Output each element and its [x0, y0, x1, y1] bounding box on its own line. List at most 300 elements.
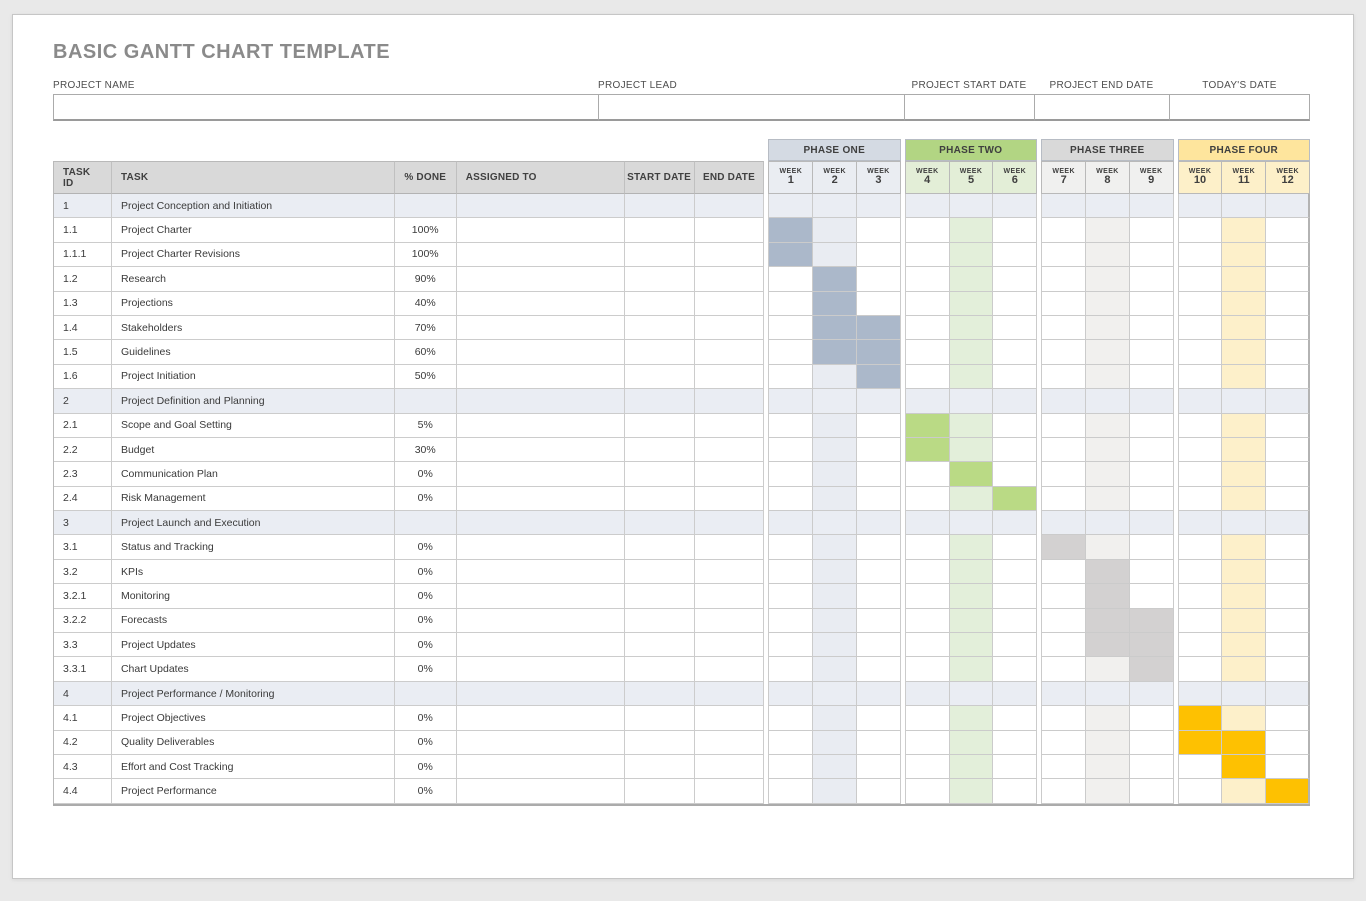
start-date-cell[interactable] [625, 731, 695, 755]
project-start-date-input[interactable] [904, 94, 1034, 121]
gantt-cell-week-7[interactable] [1041, 414, 1086, 438]
start-date-cell[interactable] [625, 755, 695, 779]
gantt-cell-week-12[interactable] [1266, 755, 1310, 779]
gantt-cell-week-2[interactable] [813, 657, 857, 681]
pct-done-cell[interactable]: 0% [395, 560, 457, 584]
gantt-cell-week-7[interactable] [1041, 389, 1086, 413]
pct-done-cell[interactable]: 0% [395, 609, 457, 633]
gantt-cell-week-5[interactable] [950, 365, 994, 389]
gantt-bar-week-9[interactable] [1130, 657, 1174, 681]
gantt-cell-week-5[interactable] [950, 218, 994, 242]
gantt-cell-week-10[interactable] [1178, 682, 1222, 706]
gantt-cell-week-12[interactable] [1266, 584, 1310, 608]
task-cell[interactable]: Monitoring [112, 584, 395, 608]
gantt-cell-week-5[interactable] [950, 292, 994, 316]
gantt-cell-week-11[interactable] [1222, 462, 1265, 486]
gantt-cell-week-1[interactable] [768, 292, 813, 316]
gantt-cell-week-9[interactable] [1130, 194, 1174, 218]
task-id-cell[interactable]: 2.4 [54, 487, 112, 511]
assigned-to-cell[interactable] [457, 438, 625, 462]
end-date-cell[interactable] [695, 438, 765, 462]
gantt-cell-week-8[interactable] [1086, 438, 1130, 462]
gantt-cell-week-12[interactable] [1266, 389, 1310, 413]
gantt-cell-week-7[interactable] [1041, 243, 1086, 267]
gantt-cell-week-1[interactable] [768, 755, 813, 779]
end-date-cell[interactable] [695, 731, 765, 755]
task-cell[interactable]: Communication Plan [112, 462, 395, 486]
gantt-cell-week-6[interactable] [993, 316, 1037, 340]
task-cell[interactable]: Project Charter [112, 218, 395, 242]
gantt-cell-week-8[interactable] [1086, 535, 1130, 559]
gantt-cell-week-2[interactable] [813, 535, 857, 559]
gantt-bar-week-4[interactable] [905, 414, 950, 438]
gantt-cell-week-8[interactable] [1086, 389, 1130, 413]
gantt-cell-week-7[interactable] [1041, 218, 1086, 242]
gantt-cell-week-3[interactable] [857, 560, 901, 584]
gantt-cell-week-6[interactable] [993, 535, 1037, 559]
gantt-cell-week-11[interactable] [1222, 438, 1265, 462]
task-id-cell[interactable]: 3.3 [54, 633, 112, 657]
gantt-bar-week-1[interactable] [768, 218, 813, 242]
gantt-cell-week-12[interactable] [1266, 487, 1310, 511]
gantt-cell-week-4[interactable] [905, 657, 950, 681]
assigned-to-cell[interactable] [457, 365, 625, 389]
pct-done-cell[interactable] [395, 389, 457, 413]
task-id-cell[interactable]: 1.1 [54, 218, 112, 242]
gantt-cell-week-12[interactable] [1266, 706, 1310, 730]
gantt-cell-week-1[interactable] [768, 657, 813, 681]
gantt-cell-week-6[interactable] [993, 292, 1037, 316]
gantt-cell-week-4[interactable] [905, 682, 950, 706]
task-cell[interactable]: Stakeholders [112, 316, 395, 340]
gantt-cell-week-10[interactable] [1178, 438, 1222, 462]
gantt-cell-week-8[interactable] [1086, 511, 1130, 535]
gantt-cell-week-10[interactable] [1178, 267, 1222, 291]
pct-done-cell[interactable]: 70% [395, 316, 457, 340]
gantt-cell-week-5[interactable] [950, 316, 994, 340]
gantt-cell-week-4[interactable] [905, 731, 950, 755]
start-date-cell[interactable] [625, 657, 695, 681]
gantt-cell-week-2[interactable] [813, 243, 857, 267]
gantt-cell-week-6[interactable] [993, 340, 1037, 364]
task-cell[interactable]: Quality Deliverables [112, 731, 395, 755]
gantt-cell-week-7[interactable] [1041, 438, 1086, 462]
gantt-cell-week-7[interactable] [1041, 292, 1086, 316]
gantt-cell-week-8[interactable] [1086, 487, 1130, 511]
gantt-bar-week-8[interactable] [1086, 560, 1130, 584]
gantt-cell-week-4[interactable] [905, 755, 950, 779]
gantt-cell-week-7[interactable] [1041, 340, 1086, 364]
task-id-cell[interactable]: 1.1.1 [54, 243, 112, 267]
pct-done-cell[interactable]: 30% [395, 438, 457, 462]
gantt-cell-week-1[interactable] [768, 487, 813, 511]
task-id-cell[interactable]: 1.3 [54, 292, 112, 316]
end-date-cell[interactable] [695, 194, 765, 218]
assigned-to-cell[interactable] [457, 487, 625, 511]
gantt-cell-week-7[interactable] [1041, 511, 1086, 535]
assigned-to-cell[interactable] [457, 243, 625, 267]
gantt-cell-week-4[interactable] [905, 340, 950, 364]
pct-done-cell[interactable]: 40% [395, 292, 457, 316]
task-id-cell[interactable]: 2.2 [54, 438, 112, 462]
gantt-cell-week-11[interactable] [1222, 682, 1265, 706]
start-date-cell[interactable] [625, 340, 695, 364]
project-lead-input[interactable] [598, 94, 904, 121]
pct-done-cell[interactable]: 100% [395, 218, 457, 242]
gantt-cell-week-8[interactable] [1086, 682, 1130, 706]
gantt-cell-week-7[interactable] [1041, 462, 1086, 486]
end-date-cell[interactable] [695, 779, 765, 803]
gantt-cell-week-5[interactable] [950, 633, 994, 657]
gantt-cell-week-1[interactable] [768, 731, 813, 755]
gantt-cell-week-10[interactable] [1178, 535, 1222, 559]
gantt-cell-week-12[interactable] [1266, 731, 1310, 755]
gantt-cell-week-3[interactable] [857, 292, 901, 316]
gantt-cell-week-12[interactable] [1266, 414, 1310, 438]
gantt-cell-week-6[interactable] [993, 584, 1037, 608]
start-date-cell[interactable] [625, 292, 695, 316]
gantt-cell-week-2[interactable] [813, 779, 857, 803]
gantt-cell-week-4[interactable] [905, 316, 950, 340]
task-cell[interactable]: Budget [112, 438, 395, 462]
task-cell[interactable]: Status and Tracking [112, 535, 395, 559]
gantt-cell-week-5[interactable] [950, 194, 994, 218]
gantt-cell-week-4[interactable] [905, 535, 950, 559]
gantt-cell-week-5[interactable] [950, 535, 994, 559]
assigned-to-cell[interactable] [457, 633, 625, 657]
gantt-bar-week-10[interactable] [1178, 731, 1222, 755]
task-cell[interactable]: Project Definition and Planning [112, 389, 395, 413]
gantt-cell-week-10[interactable] [1178, 414, 1222, 438]
gantt-cell-week-5[interactable] [950, 682, 994, 706]
gantt-cell-week-9[interactable] [1130, 731, 1174, 755]
gantt-cell-week-11[interactable] [1222, 316, 1265, 340]
task-cell[interactable]: Effort and Cost Tracking [112, 755, 395, 779]
gantt-cell-week-12[interactable] [1266, 438, 1310, 462]
gantt-bar-week-2[interactable] [813, 340, 857, 364]
gantt-cell-week-12[interactable] [1266, 657, 1310, 681]
gantt-bar-week-11[interactable] [1222, 731, 1265, 755]
gantt-cell-week-12[interactable] [1266, 511, 1310, 535]
task-id-cell[interactable]: 3.1 [54, 535, 112, 559]
task-id-cell[interactable]: 2 [54, 389, 112, 413]
gantt-cell-week-11[interactable] [1222, 389, 1265, 413]
end-date-cell[interactable] [695, 389, 765, 413]
gantt-bar-week-7[interactable] [1041, 535, 1086, 559]
gantt-cell-week-9[interactable] [1130, 706, 1174, 730]
gantt-cell-week-3[interactable] [857, 657, 901, 681]
gantt-cell-week-11[interactable] [1222, 365, 1265, 389]
gantt-cell-week-4[interactable] [905, 267, 950, 291]
gantt-cell-week-7[interactable] [1041, 706, 1086, 730]
gantt-cell-week-6[interactable] [993, 267, 1037, 291]
gantt-bar-week-4[interactable] [905, 438, 950, 462]
gantt-cell-week-4[interactable] [905, 218, 950, 242]
pct-done-cell[interactable]: 60% [395, 340, 457, 364]
gantt-cell-week-5[interactable] [950, 389, 994, 413]
task-id-cell[interactable]: 3 [54, 511, 112, 535]
gantt-cell-week-5[interactable] [950, 414, 994, 438]
task-id-cell[interactable]: 3.2.2 [54, 609, 112, 633]
gantt-bar-week-8[interactable] [1086, 584, 1130, 608]
gantt-cell-week-5[interactable] [950, 779, 994, 803]
gantt-cell-week-4[interactable] [905, 292, 950, 316]
gantt-cell-week-5[interactable] [950, 706, 994, 730]
pct-done-cell[interactable]: 0% [395, 584, 457, 608]
gantt-cell-week-12[interactable] [1266, 267, 1310, 291]
end-date-cell[interactable] [695, 657, 765, 681]
gantt-cell-week-7[interactable] [1041, 609, 1086, 633]
gantt-cell-week-1[interactable] [768, 267, 813, 291]
assigned-to-cell[interactable] [457, 462, 625, 486]
gantt-cell-week-12[interactable] [1266, 633, 1310, 657]
gantt-cell-week-7[interactable] [1041, 316, 1086, 340]
gantt-cell-week-3[interactable] [857, 414, 901, 438]
gantt-cell-week-2[interactable] [813, 487, 857, 511]
gantt-cell-week-5[interactable] [950, 267, 994, 291]
pct-done-cell[interactable]: 0% [395, 462, 457, 486]
gantt-bar-week-9[interactable] [1130, 609, 1174, 633]
gantt-cell-week-8[interactable] [1086, 194, 1130, 218]
gantt-cell-week-5[interactable] [950, 657, 994, 681]
assigned-to-cell[interactable] [457, 755, 625, 779]
gantt-cell-week-7[interactable] [1041, 731, 1086, 755]
gantt-cell-week-3[interactable] [857, 584, 901, 608]
gantt-cell-week-12[interactable] [1266, 316, 1310, 340]
gantt-cell-week-7[interactable] [1041, 682, 1086, 706]
gantt-cell-week-1[interactable] [768, 438, 813, 462]
gantt-bar-week-1[interactable] [768, 243, 813, 267]
gantt-cell-week-10[interactable] [1178, 609, 1222, 633]
gantt-cell-week-8[interactable] [1086, 657, 1130, 681]
gantt-cell-week-2[interactable] [813, 609, 857, 633]
gantt-cell-week-6[interactable] [993, 633, 1037, 657]
gantt-cell-week-12[interactable] [1266, 535, 1310, 559]
assigned-to-cell[interactable] [457, 389, 625, 413]
pct-done-cell[interactable] [395, 511, 457, 535]
gantt-cell-week-3[interactable] [857, 511, 901, 535]
gantt-cell-week-9[interactable] [1130, 340, 1174, 364]
task-cell[interactable]: Forecasts [112, 609, 395, 633]
task-cell[interactable]: Project Updates [112, 633, 395, 657]
gantt-bar-week-3[interactable] [857, 316, 901, 340]
end-date-cell[interactable] [695, 755, 765, 779]
gantt-cell-week-12[interactable] [1266, 682, 1310, 706]
gantt-cell-week-1[interactable] [768, 365, 813, 389]
gantt-cell-week-10[interactable] [1178, 316, 1222, 340]
gantt-cell-week-4[interactable] [905, 779, 950, 803]
gantt-cell-week-1[interactable] [768, 316, 813, 340]
gantt-cell-week-2[interactable] [813, 706, 857, 730]
task-id-cell[interactable]: 4.1 [54, 706, 112, 730]
gantt-cell-week-9[interactable] [1130, 292, 1174, 316]
task-id-cell[interactable]: 1.6 [54, 365, 112, 389]
task-cell[interactable]: Scope and Goal Setting [112, 414, 395, 438]
assigned-to-cell[interactable] [457, 194, 625, 218]
gantt-cell-week-10[interactable] [1178, 292, 1222, 316]
assigned-to-cell[interactable] [457, 414, 625, 438]
gantt-cell-week-11[interactable] [1222, 292, 1265, 316]
assigned-to-cell[interactable] [457, 511, 625, 535]
gantt-cell-week-5[interactable] [950, 243, 994, 267]
start-date-cell[interactable] [625, 535, 695, 559]
gantt-cell-week-6[interactable] [993, 462, 1037, 486]
gantt-cell-week-9[interactable] [1130, 389, 1174, 413]
gantt-cell-week-2[interactable] [813, 682, 857, 706]
assigned-to-cell[interactable] [457, 731, 625, 755]
pct-done-cell[interactable]: 0% [395, 731, 457, 755]
gantt-cell-week-6[interactable] [993, 657, 1037, 681]
pct-done-cell[interactable]: 0% [395, 657, 457, 681]
gantt-cell-week-9[interactable] [1130, 316, 1174, 340]
start-date-cell[interactable] [625, 414, 695, 438]
assigned-to-cell[interactable] [457, 292, 625, 316]
task-cell[interactable]: Project Objectives [112, 706, 395, 730]
gantt-cell-week-9[interactable] [1130, 535, 1174, 559]
gantt-bar-week-12[interactable] [1266, 779, 1310, 803]
end-date-cell[interactable] [695, 243, 765, 267]
gantt-cell-week-6[interactable] [993, 511, 1037, 535]
gantt-cell-week-4[interactable] [905, 560, 950, 584]
gantt-cell-week-12[interactable] [1266, 560, 1310, 584]
task-id-cell[interactable]: 1.4 [54, 316, 112, 340]
gantt-cell-week-10[interactable] [1178, 194, 1222, 218]
pct-done-cell[interactable]: 50% [395, 365, 457, 389]
pct-done-cell[interactable]: 0% [395, 706, 457, 730]
gantt-cell-week-2[interactable] [813, 462, 857, 486]
start-date-cell[interactable] [625, 682, 695, 706]
gantt-cell-week-11[interactable] [1222, 218, 1265, 242]
gantt-cell-week-3[interactable] [857, 755, 901, 779]
gantt-cell-week-11[interactable] [1222, 511, 1265, 535]
assigned-to-cell[interactable] [457, 218, 625, 242]
end-date-cell[interactable] [695, 218, 765, 242]
gantt-cell-week-1[interactable] [768, 511, 813, 535]
start-date-cell[interactable] [625, 365, 695, 389]
gantt-cell-week-7[interactable] [1041, 365, 1086, 389]
gantt-cell-week-9[interactable] [1130, 560, 1174, 584]
start-date-cell[interactable] [625, 487, 695, 511]
pct-done-cell[interactable]: 5% [395, 414, 457, 438]
task-cell[interactable]: Projections [112, 292, 395, 316]
pct-done-cell[interactable]: 90% [395, 267, 457, 291]
gantt-cell-week-1[interactable] [768, 414, 813, 438]
gantt-cell-week-1[interactable] [768, 706, 813, 730]
gantt-cell-week-5[interactable] [950, 560, 994, 584]
gantt-cell-week-11[interactable] [1222, 706, 1265, 730]
assigned-to-cell[interactable] [457, 584, 625, 608]
gantt-cell-week-3[interactable] [857, 633, 901, 657]
gantt-cell-week-7[interactable] [1041, 267, 1086, 291]
gantt-cell-week-6[interactable] [993, 731, 1037, 755]
gantt-cell-week-11[interactable] [1222, 267, 1265, 291]
gantt-cell-week-6[interactable] [993, 779, 1037, 803]
start-date-cell[interactable] [625, 267, 695, 291]
gantt-cell-week-2[interactable] [813, 633, 857, 657]
start-date-cell[interactable] [625, 462, 695, 486]
gantt-cell-week-10[interactable] [1178, 340, 1222, 364]
pct-done-cell[interactable]: 100% [395, 243, 457, 267]
assigned-to-cell[interactable] [457, 535, 625, 559]
gantt-cell-week-4[interactable] [905, 365, 950, 389]
assigned-to-cell[interactable] [457, 609, 625, 633]
gantt-cell-week-4[interactable] [905, 462, 950, 486]
gantt-cell-week-12[interactable] [1266, 462, 1310, 486]
gantt-cell-week-12[interactable] [1266, 365, 1310, 389]
gantt-cell-week-4[interactable] [905, 389, 950, 413]
gantt-cell-week-11[interactable] [1222, 194, 1265, 218]
gantt-cell-week-8[interactable] [1086, 731, 1130, 755]
start-date-cell[interactable] [625, 779, 695, 803]
end-date-cell[interactable] [695, 609, 765, 633]
gantt-cell-week-6[interactable] [993, 194, 1037, 218]
gantt-cell-week-2[interactable] [813, 584, 857, 608]
gantt-cell-week-11[interactable] [1222, 340, 1265, 364]
gantt-cell-week-9[interactable] [1130, 584, 1174, 608]
gantt-cell-week-7[interactable] [1041, 755, 1086, 779]
gantt-cell-week-10[interactable] [1178, 633, 1222, 657]
pct-done-cell[interactable] [395, 682, 457, 706]
gantt-bar-week-6[interactable] [993, 487, 1037, 511]
project-end-date-input[interactable] [1034, 94, 1169, 121]
gantt-cell-week-4[interactable] [905, 511, 950, 535]
assigned-to-cell[interactable] [457, 706, 625, 730]
gantt-cell-week-3[interactable] [857, 438, 901, 462]
gantt-cell-week-6[interactable] [993, 389, 1037, 413]
start-date-cell[interactable] [625, 243, 695, 267]
gantt-cell-week-1[interactable] [768, 340, 813, 364]
gantt-cell-week-3[interactable] [857, 487, 901, 511]
end-date-cell[interactable] [695, 365, 765, 389]
gantt-cell-week-3[interactable] [857, 535, 901, 559]
gantt-cell-week-9[interactable] [1130, 487, 1174, 511]
end-date-cell[interactable] [695, 316, 765, 340]
gantt-cell-week-9[interactable] [1130, 755, 1174, 779]
pct-done-cell[interactable]: 0% [395, 755, 457, 779]
gantt-bar-week-2[interactable] [813, 316, 857, 340]
gantt-cell-week-9[interactable] [1130, 462, 1174, 486]
task-cell[interactable]: Chart Updates [112, 657, 395, 681]
gantt-cell-week-9[interactable] [1130, 414, 1174, 438]
task-id-cell[interactable]: 2.3 [54, 462, 112, 486]
gantt-cell-week-6[interactable] [993, 560, 1037, 584]
gantt-cell-week-12[interactable] [1266, 194, 1310, 218]
pct-done-cell[interactable]: 0% [395, 633, 457, 657]
gantt-cell-week-4[interactable] [905, 706, 950, 730]
gantt-cell-week-11[interactable] [1222, 560, 1265, 584]
start-date-cell[interactable] [625, 194, 695, 218]
gantt-cell-week-1[interactable] [768, 535, 813, 559]
gantt-cell-week-1[interactable] [768, 560, 813, 584]
gantt-cell-week-8[interactable] [1086, 706, 1130, 730]
gantt-cell-week-5[interactable] [950, 487, 994, 511]
start-date-cell[interactable] [625, 438, 695, 462]
gantt-cell-week-11[interactable] [1222, 487, 1265, 511]
gantt-cell-week-9[interactable] [1130, 511, 1174, 535]
task-cell[interactable]: Project Initiation [112, 365, 395, 389]
gantt-cell-week-8[interactable] [1086, 340, 1130, 364]
gantt-bar-week-8[interactable] [1086, 633, 1130, 657]
gantt-cell-week-10[interactable] [1178, 560, 1222, 584]
gantt-cell-week-9[interactable] [1130, 218, 1174, 242]
gantt-cell-week-9[interactable] [1130, 779, 1174, 803]
gantt-cell-week-3[interactable] [857, 462, 901, 486]
gantt-cell-week-6[interactable] [993, 218, 1037, 242]
task-cell[interactable]: Project Conception and Initiation [112, 194, 395, 218]
gantt-cell-week-1[interactable] [768, 584, 813, 608]
task-id-cell[interactable]: 3.2 [54, 560, 112, 584]
gantt-bar-week-8[interactable] [1086, 609, 1130, 633]
